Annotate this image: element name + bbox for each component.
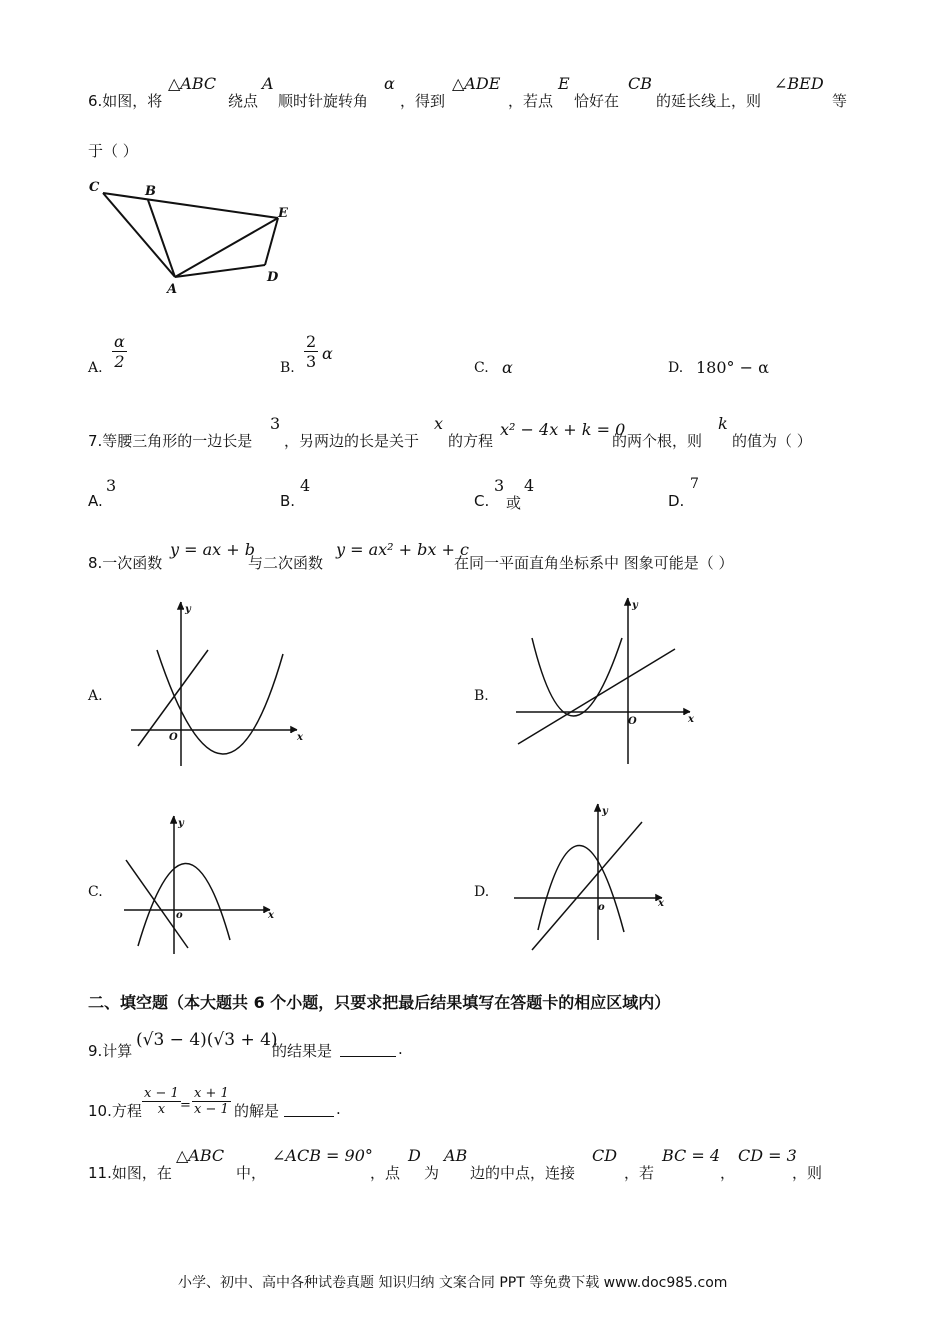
q10-right-fraction: [192, 1086, 231, 1117]
q6-label-e: E: [278, 206, 288, 221]
q8-b-y-arrow: [625, 598, 631, 605]
q8-c-line: [126, 860, 188, 948]
q8-graph-b[interactable]: [510, 594, 700, 766]
q10-text-2: 的解是: [234, 1102, 280, 1120]
q6-line-ae: [175, 218, 278, 277]
q8-a-origin-label: O: [169, 732, 178, 743]
q6-option-b-frac: [304, 332, 318, 371]
q7-option-c-value-1: 3: [494, 476, 505, 495]
q8-a-y-arrow: [178, 602, 184, 609]
q6-text-3: 顺时针旋转角: [278, 92, 369, 110]
q6-text-5: ，若点: [508, 92, 554, 110]
q7-option-d-value: 7: [690, 476, 699, 492]
q6-math-alpha: α: [384, 74, 395, 93]
q11-text-2: 中，: [236, 1164, 267, 1182]
q7-math-equation: x² − 4x + k = 0: [500, 420, 626, 439]
q6-text-1: 6.如图，将: [88, 92, 163, 110]
q6-line-ba: [148, 200, 175, 277]
q6-text-2: 绕点: [228, 92, 259, 110]
q8-c-origin-label: o: [176, 910, 183, 921]
q8-b-parabola: [532, 638, 622, 716]
q11-math-cd-value: CD = 3: [738, 1146, 797, 1165]
q6-text-7: 的延长线上，则: [656, 92, 762, 110]
q8-b-line: [518, 649, 675, 744]
q11-math-d: D: [408, 1146, 421, 1165]
section-2-heading: 二、填空题（本大题共 6 个小题，只要求把最后结果填写在答题卡的相应区域内）: [88, 993, 671, 1012]
q6-math-cb: CB: [628, 74, 652, 93]
q6-option-c-value: α: [502, 358, 513, 377]
q7-text-5: 的值为（ ）: [732, 432, 812, 450]
q7-text-2: ，另两边的长是关于: [284, 432, 420, 450]
q10-left-fraction: [142, 1086, 181, 1117]
q8-c-x-label: x: [268, 910, 274, 921]
q10-right-den: x − 1: [194, 1102, 229, 1117]
q8-math-linear: y = ax + b: [170, 540, 255, 559]
q8-text-2: 与二次函数: [248, 554, 324, 572]
q11-text-5: 边的中点，连接: [470, 1164, 576, 1182]
q7-option-a-label: A.: [88, 492, 103, 510]
q6-option-b-den: 3: [306, 352, 317, 371]
q8-b-origin-label: O: [628, 716, 637, 727]
q8-d-origin-label: o: [598, 902, 605, 913]
q8-option-c-label[interactable]: C.: [88, 884, 103, 900]
q11-math-triangle-abc: △ABC: [176, 1146, 225, 1165]
q8-text-1: 8.一次函数: [88, 554, 163, 572]
q11-math-cd: CD: [592, 1146, 618, 1165]
q11-text-6: ，若: [624, 1164, 655, 1182]
q8-c-y-arrow: [171, 816, 177, 823]
q7-option-c-or: 或: [506, 494, 522, 512]
q7-math-x: x: [434, 414, 444, 433]
q7-text-3: 的方程: [448, 432, 494, 450]
q10-text-3: .: [336, 1100, 341, 1118]
q7-option-b-value: 4: [300, 476, 311, 495]
q7-option-c-value-2: 4: [524, 476, 535, 495]
q6-math-a: A: [262, 74, 274, 93]
q6-figure: [85, 175, 310, 300]
q6-label-b: B: [145, 184, 156, 199]
q6-label-a: A: [167, 282, 178, 297]
q8-b-y-label: y: [632, 600, 638, 611]
q6-label-c: C: [89, 180, 100, 195]
q9-math-expression: (√3 − 4)(√3 + 4): [136, 1030, 278, 1050]
q10-left-num: x − 1: [144, 1086, 179, 1101]
q7-math-3: 3: [270, 414, 281, 433]
q6-option-a-label: A.: [88, 360, 103, 376]
q7-math-k: k: [718, 414, 728, 433]
q11-text-8: ，则: [792, 1164, 823, 1182]
q6-line-ce: [103, 193, 278, 218]
q7-option-b-label: B.: [280, 492, 296, 510]
q7-option-d-label: D.: [668, 492, 685, 510]
q6-option-a-frac: [112, 332, 127, 371]
q6-math-triangle-ade: △ADE: [452, 74, 501, 93]
q8-d-x-label: x: [658, 898, 664, 909]
q6-line-ad: [175, 265, 265, 277]
q11-text-4: 为: [424, 1164, 440, 1182]
q9-answer-blank[interactable]: [340, 1040, 396, 1057]
q6-text-6: 恰好在: [574, 92, 620, 110]
q8-b-x-label: x: [688, 714, 694, 725]
q7-text-4: 的两个根，则: [612, 432, 703, 450]
q6-option-b-label: B.: [280, 360, 295, 376]
q6-option-a-den: 2: [114, 352, 125, 371]
q8-graph-d[interactable]: [510, 800, 675, 960]
q11-text-7: ，: [720, 1164, 736, 1182]
q7-option-a-value: 3: [106, 476, 117, 495]
q6-option-d-value: 180° − α: [696, 358, 769, 377]
q11-math-bc: BC = 4: [662, 1146, 721, 1165]
q8-a-y-label: y: [185, 604, 191, 615]
q10-left-den: x: [157, 1102, 166, 1117]
q8-c-parabola: [138, 863, 230, 946]
q6-option-b-alpha: α: [322, 344, 333, 363]
q7-text-1: 7.等腰三角形的一边长是: [88, 432, 253, 450]
q6-math-angle-bed: ∠BED: [774, 74, 824, 93]
q9-text-3: .: [398, 1040, 403, 1058]
q8-a-x-label: x: [297, 732, 303, 743]
q6-text-8: 等: [832, 92, 848, 110]
q6-text-line2: 于（ ）: [88, 142, 138, 160]
q9-text-2: 的结果是: [272, 1042, 333, 1060]
q10-text-1: 10.方程: [88, 1102, 142, 1120]
q6-label-d: D: [267, 270, 279, 285]
q8-text-3: 在同一平面直角坐标系中 图象可能是（ ）: [454, 554, 734, 572]
q7-option-c-label: C.: [474, 492, 490, 510]
q9-text-1: 9.计算: [88, 1042, 133, 1060]
q6-line-ca: [103, 193, 175, 277]
page-footer: 小学、初中、高中各种试卷真题 知识归纳 文案合同 PPT 等免费下载 www.doc985.com: [178, 1275, 728, 1291]
q8-graph-a[interactable]: [125, 598, 310, 770]
q8-option-b-label[interactable]: B.: [474, 688, 489, 704]
q6-option-d-label: D.: [668, 360, 684, 376]
q6-option-c-label: C.: [474, 360, 489, 376]
q8-option-a-label[interactable]: A.: [88, 688, 103, 704]
q10-equals: =: [180, 1098, 191, 1113]
q8-d-y-arrow: [595, 804, 601, 811]
q6-option-b-num: 2: [306, 332, 317, 351]
q6-math-triangle-abc: △ABC: [168, 74, 217, 93]
q8-d-line: [532, 822, 642, 950]
q8-math-quadratic: y = ax² + bx + c: [336, 540, 469, 559]
q8-graph-c[interactable]: [120, 812, 285, 962]
q11-text-3: ，点: [370, 1164, 401, 1182]
q10-answer-blank[interactable]: [284, 1100, 334, 1117]
q8-option-d-label[interactable]: D.: [474, 884, 490, 900]
q6-math-e: E: [558, 74, 570, 93]
q6-option-a-num: α: [114, 332, 125, 351]
q11-text-1: 11.如图，在: [88, 1164, 172, 1182]
q8-d-y-label: y: [602, 806, 608, 817]
q11-math-angle-acb: ∠ACB = 90°: [272, 1146, 373, 1165]
q6-text-4: ，得到: [400, 92, 446, 110]
q11-math-ab: AB: [444, 1146, 468, 1165]
q8-c-y-label: y: [178, 818, 184, 829]
q10-right-num: x + 1: [194, 1086, 229, 1101]
